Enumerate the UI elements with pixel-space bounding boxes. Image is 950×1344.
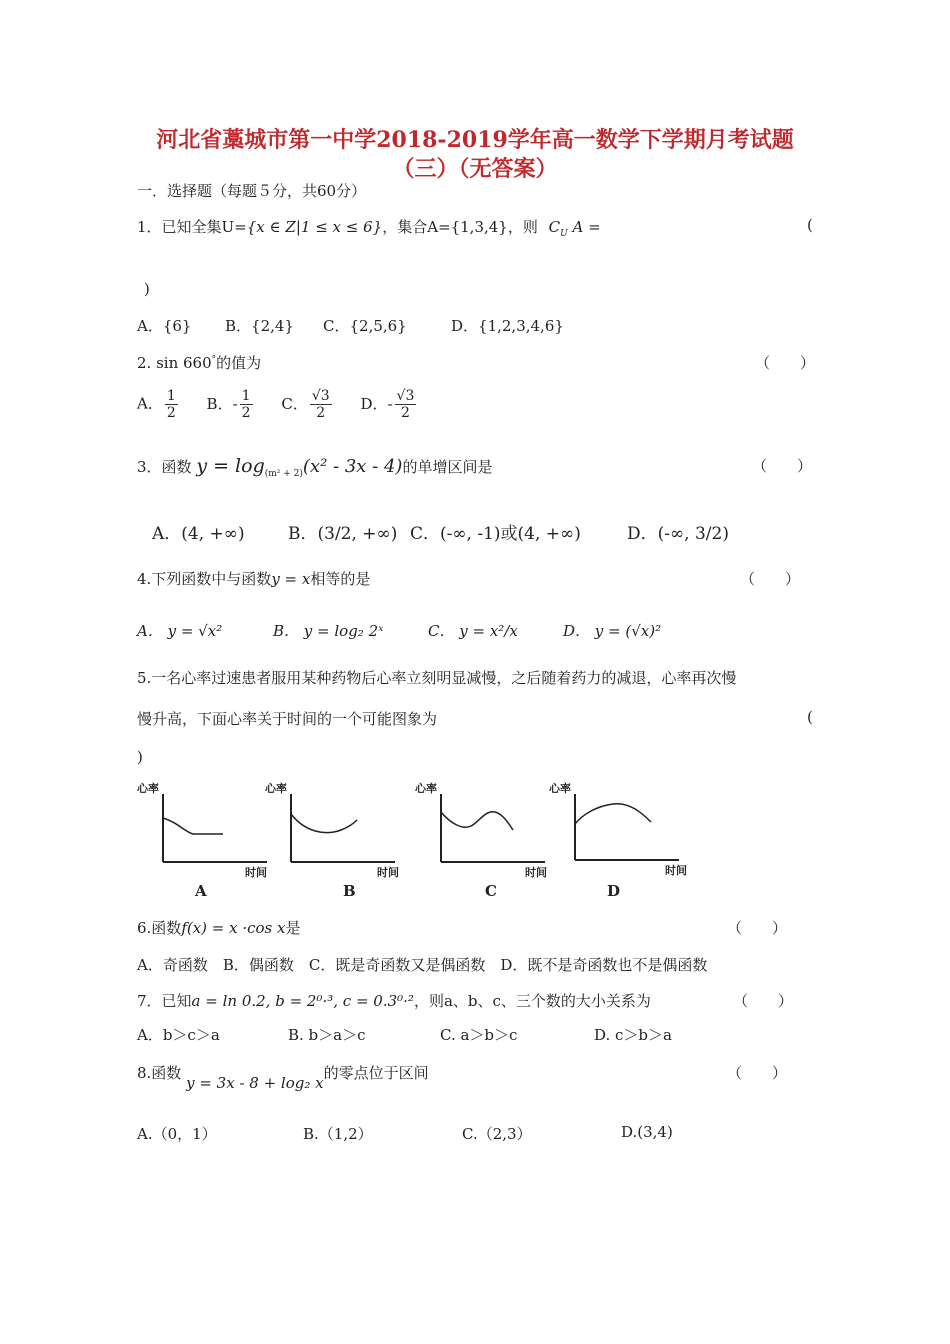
q2-a-den: 2 <box>166 405 176 421</box>
graph-d-xlabel: 时间 <box>665 864 687 877</box>
q5-graph-c <box>415 778 555 898</box>
q5-graph-d <box>549 778 699 898</box>
q7-answer-paren: （ ） <box>733 992 794 1010</box>
page-title: 河北省藁城市第一中学2018-2019学年高一数学下学期月考试题 <box>156 127 794 153</box>
q3-base: (m² + 2) <box>264 469 303 479</box>
q8-option-d: D.(3,4) <box>621 1123 673 1141</box>
graph-a-ylabel: 心率 <box>137 782 159 795</box>
q3-arg: (x² - 3x - 4) <box>302 456 403 477</box>
q1-prefix: 1．已知全集U= <box>137 218 247 236</box>
q2-suffix: 的值为 <box>216 354 262 372</box>
q5-graphs <box>137 778 697 898</box>
q2-d-num: √3 <box>396 388 415 404</box>
question-8 <box>137 1062 429 1092</box>
question-7 <box>137 990 651 1011</box>
q2-answer-paren: （ ） <box>755 354 816 372</box>
q3-prefix: 3．函数 <box>137 458 192 476</box>
graph-a-caption: A <box>195 882 207 900</box>
graph-c-caption: C <box>485 882 497 900</box>
q4-option-a: A． y = √x² <box>137 622 223 640</box>
q1-option-b: B．{2,4} <box>225 317 294 335</box>
q1-expr-sub: U <box>560 229 568 239</box>
q2-option-a-frac <box>165 388 178 421</box>
q1-open-paren: ( <box>807 216 813 234</box>
q7-option-d: D. c＞b＞a <box>594 1026 672 1044</box>
graph-b-xlabel: 时间 <box>377 866 399 879</box>
graph-b-ylabel: 心率 <box>265 782 287 795</box>
q3-suffix: 的单增区间是 <box>402 458 493 476</box>
q7-suffix: ，则a、b、c、三个数的大小关系为 <box>413 992 651 1010</box>
q2-degree: ° <box>211 355 217 365</box>
q1-close-paren: ) <box>144 280 150 298</box>
q4-option-d: D． y = (√x)² <box>563 622 662 640</box>
q6-suffix: 是 <box>285 919 301 937</box>
q3-option-d: D．(-∞, 3/2) <box>627 524 729 544</box>
q8-option-a: A.（0，1） <box>137 1125 217 1143</box>
q5-graph-b <box>265 778 405 898</box>
q4-func: y = x <box>271 570 311 588</box>
q8-option-b: B.（1,2） <box>303 1125 373 1143</box>
question-4 <box>137 568 370 589</box>
graph-a-xlabel: 时间 <box>245 866 267 879</box>
section-heading: 一．选择题（每题５分，共60分） <box>137 182 367 200</box>
q6-answer-paren: （ ） <box>727 919 788 937</box>
q1-set-a: {1,3,4} <box>450 218 508 236</box>
q1-option-c: C．{2,5,6} <box>323 317 407 335</box>
q7-prefix: 7．已知 <box>137 992 192 1010</box>
graph-c-ylabel: 心率 <box>415 782 437 795</box>
q2-c-num: √3 <box>311 388 330 404</box>
q7-option-a: A．b＞c＞a <box>137 1026 220 1044</box>
graph-d-caption: D <box>607 882 621 900</box>
q2-d-den: 2 <box>401 405 410 421</box>
q1-set-u: {x ∈ Z|1 ≤ x ≤ 6} <box>246 218 383 236</box>
q8-option-c: C.（2,3） <box>462 1125 532 1143</box>
q6-prefix: 6.函数 <box>137 919 182 937</box>
question-6 <box>137 917 301 938</box>
q3-option-a: A．(4, +∞) <box>152 524 245 544</box>
q2-option-d-label: D．- <box>360 394 393 413</box>
graph-d-ylabel: 心率 <box>549 782 571 795</box>
q8-func: y = 3x - 8 + log₂ x <box>186 1074 324 1092</box>
q7-option-c: C. a＞b＞c <box>440 1026 518 1044</box>
q3-option-c: C．(-∞, -1)或(4, +∞) <box>410 524 581 544</box>
question-2 <box>137 352 261 373</box>
q2-prefix: 2. sin 660 <box>137 354 212 372</box>
q3-func: y = log <box>196 455 265 477</box>
q4-option-c: C． y = x²/x <box>428 622 518 640</box>
q2-option-b-frac <box>240 388 253 421</box>
graph-c-xlabel: 时间 <box>525 866 547 879</box>
q1-then: ，则 <box>507 218 538 236</box>
q8-prefix: 8.函数 <box>137 1064 182 1082</box>
q4-answer-paren: （ ） <box>740 570 801 588</box>
q1-expr-tail: A = <box>572 218 601 236</box>
q7-option-b: B. b＞a＞c <box>288 1026 366 1044</box>
q1-option-d: D．{1,2,3,4,6} <box>451 317 564 335</box>
q5-open-paren: ( <box>807 708 813 726</box>
q2-b-den: 2 <box>241 405 251 421</box>
q1-option-a: A．{6} <box>137 317 192 335</box>
q1-expr-c: C <box>548 218 561 236</box>
page-subtitle: （三）（无答案） <box>392 156 558 182</box>
q2-option-c-frac <box>310 388 332 421</box>
q6-func: f(x) = x ·cos x <box>181 919 286 937</box>
q2-c-den: 2 <box>316 405 326 421</box>
q2-option-a-label: A． <box>137 394 163 413</box>
q3-answer-paren: （ ） <box>752 457 813 475</box>
q8-answer-paren: （ ） <box>727 1064 788 1082</box>
q4-prefix: 4.下列函数中与函数 <box>137 570 272 588</box>
q1-expr <box>548 218 601 239</box>
q8-suffix: 的零点位于区间 <box>323 1064 429 1082</box>
question-5-line1: 5.一名心率过速患者服用某种药物后心率立刻明显减慢，之后随着药力的减退，心率再次慢 <box>137 669 737 687</box>
q2-option-c-label: C． <box>281 394 308 413</box>
q3-option-b: B．(3/2, +∞) <box>288 524 398 544</box>
q7-expr: a = ln 0.2, b = 2⁰·³, c = 0.3⁰·² <box>191 992 414 1010</box>
q5-close-paren: ) <box>137 748 143 766</box>
q2-option-d-frac <box>395 388 417 421</box>
q4-option-b: B． y = log₂ 2ˣ <box>273 622 384 640</box>
q2-options <box>137 388 418 421</box>
q5-graph-a <box>137 778 277 898</box>
question-3 <box>137 455 492 479</box>
question-5-line2: 慢升高，下面心率关于时间的一个可能图象为 <box>137 710 438 728</box>
q2-a-num: 1 <box>166 388 176 404</box>
q2-option-b-label: B．- <box>206 394 238 413</box>
graph-b-caption: B <box>343 882 356 900</box>
question-1 <box>137 216 601 239</box>
q6-options: A．奇函数 B．偶函数 C．既是奇函数又是偶函数 D．既不是奇函数也不是偶函数 <box>137 956 708 974</box>
q1-mid: ，集合A= <box>382 218 451 236</box>
q4-suffix: 相等的是 <box>310 570 371 588</box>
q2-b-num: 1 <box>241 388 251 404</box>
